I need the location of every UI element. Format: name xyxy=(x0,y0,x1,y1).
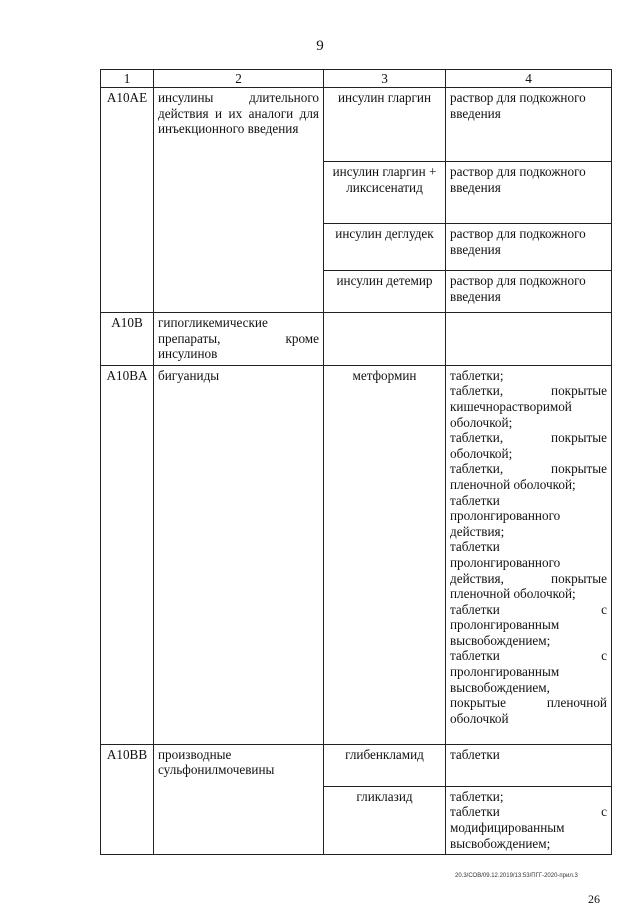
dosage-form: таблетки xyxy=(450,746,500,762)
drug-name: метформин xyxy=(324,365,446,744)
dosage-form: раствор для подкожного введения xyxy=(446,162,612,224)
dosage-form: таблетки, покрытые кишечнорастворимой оболочкой; xyxy=(450,383,607,430)
bottom-page-number: 26 xyxy=(588,892,600,906)
dosage-form: таблетки с пролонгированным высвобождением, покрытые пленочной оболочкой xyxy=(450,648,607,726)
group-name: инсулины длительного действия и их аналоги для инъекционного введения xyxy=(154,88,324,313)
dosage-form: таблетки с пролонгированным высвобождением; xyxy=(450,601,607,648)
column-header-1: 1 xyxy=(101,70,154,88)
group-name: гипогликемические препараты, кроме инсулинов xyxy=(154,313,324,366)
drug-name: инсулин гларгин + ликсисенатид xyxy=(324,162,446,224)
drug-name: гликлазид xyxy=(324,786,446,854)
document-stamp: 20.3/СОВ/09.12.2019/13:53/ПГГ-2020-прил.3 xyxy=(455,873,578,879)
table-row xyxy=(101,313,612,366)
dosage-form: таблетки пролонгированного действия, покрытые пленочной оболочкой; xyxy=(450,539,607,602)
dosage-form: таблетки, покрытые оболочкой; xyxy=(450,430,607,461)
column-header-3: 3 xyxy=(324,70,446,88)
group-name: производные сульфонилмочевины xyxy=(154,744,324,854)
empty-cell xyxy=(446,313,612,366)
dosage-form: раствор для подкожного введения xyxy=(446,271,612,313)
drug-name: инсулин гларгин xyxy=(324,88,446,162)
drug-name: глибенкламид xyxy=(324,744,446,786)
dosage-form-list xyxy=(446,786,612,854)
dosage-form-list xyxy=(446,744,612,786)
table-header-row xyxy=(101,70,612,88)
table-row xyxy=(101,365,612,744)
atc-code: A10AE xyxy=(101,88,154,313)
dosage-form: таблетки с модифицированным высвобождением; xyxy=(450,804,607,851)
atc-code: A10BB xyxy=(101,744,154,854)
group-name: бигуаниды xyxy=(154,365,324,744)
atc-code: A10BA xyxy=(101,365,154,744)
dosage-form: таблетки, покрытые пленочной оболочкой; xyxy=(450,461,607,492)
drug-name: инсулин деглудек xyxy=(324,224,446,271)
table-row xyxy=(101,744,612,786)
empty-cell xyxy=(324,313,446,366)
atc-code: A10B xyxy=(101,313,154,366)
dosage-form-list xyxy=(446,365,612,744)
dosage-form: таблетки; xyxy=(450,367,504,383)
dosage-form: раствор для подкожного введения xyxy=(446,224,612,271)
page-number: 9 xyxy=(316,38,324,54)
column-header-2: 2 xyxy=(154,70,324,88)
dosage-form: таблетки; xyxy=(450,788,504,804)
table-row xyxy=(101,88,612,162)
drug-name: инсулин детемир xyxy=(324,271,446,313)
drug-list-table xyxy=(100,69,612,855)
column-header-4: 4 xyxy=(446,70,612,88)
dosage-form: раствор для подкожного введения xyxy=(446,88,612,162)
dosage-form: таблетки пролонгированного действия; xyxy=(450,492,561,539)
